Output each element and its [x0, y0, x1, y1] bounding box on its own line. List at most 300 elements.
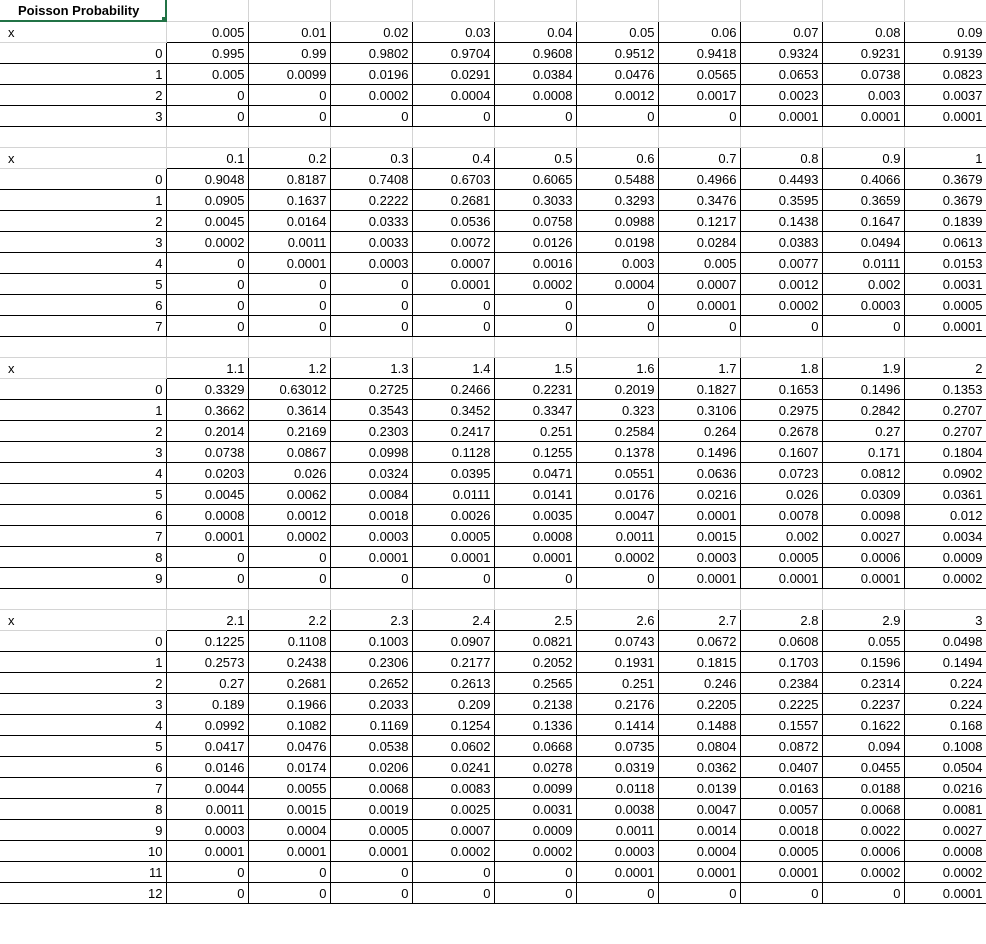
empty-cell[interactable] [248, 336, 330, 357]
lambda-header-cell[interactable]: 0.6 [576, 147, 658, 168]
probability-cell[interactable]: 0.0001 [904, 315, 986, 336]
lambda-header-cell[interactable]: 3 [904, 609, 986, 630]
probability-cell[interactable]: 0 [576, 567, 658, 588]
probability-cell[interactable]: 0.0823 [904, 63, 986, 84]
probability-cell[interactable]: 0.0001 [740, 567, 822, 588]
probability-cell[interactable]: 0.3679 [904, 189, 986, 210]
lambda-header-cell[interactable]: 2.6 [576, 609, 658, 630]
lambda-header-cell[interactable]: 2.3 [330, 609, 412, 630]
lambda-header-cell[interactable]: 2.1 [166, 609, 248, 630]
probability-cell[interactable]: 0.0002 [494, 840, 576, 861]
x-value-cell[interactable]: 6 [0, 756, 166, 777]
probability-cell[interactable]: 0.0216 [658, 483, 740, 504]
empty-cell[interactable] [248, 588, 330, 609]
empty-cell[interactable] [904, 588, 986, 609]
probability-cell[interactable]: 0.0738 [166, 441, 248, 462]
probability-cell[interactable]: 0.264 [658, 420, 740, 441]
probability-cell[interactable]: 0.0608 [740, 630, 822, 651]
probability-cell[interactable]: 0.0471 [494, 462, 576, 483]
probability-cell[interactable]: 0.0018 [330, 504, 412, 525]
probability-cell[interactable]: 0 [166, 861, 248, 882]
empty-cell[interactable] [822, 588, 904, 609]
empty-cell[interactable] [740, 588, 822, 609]
probability-cell[interactable]: 0.0333 [330, 210, 412, 231]
probability-cell[interactable]: 0.0003 [658, 546, 740, 567]
probability-cell[interactable]: 0.0008 [494, 525, 576, 546]
probability-cell[interactable]: 0.0998 [330, 441, 412, 462]
probability-cell[interactable]: 0.0504 [904, 756, 986, 777]
probability-cell[interactable]: 0.0002 [412, 840, 494, 861]
probability-cell[interactable]: 0.246 [658, 672, 740, 693]
probability-cell[interactable]: 0.0001 [166, 840, 248, 861]
x-value-cell[interactable]: 0 [0, 630, 166, 651]
probability-cell[interactable]: 0.0003 [166, 819, 248, 840]
probability-cell[interactable]: 0.005 [658, 252, 740, 273]
probability-cell[interactable]: 0 [576, 882, 658, 903]
x-value-cell[interactable]: 7 [0, 315, 166, 336]
probability-cell[interactable]: 0.0907 [412, 630, 494, 651]
probability-cell[interactable]: 0 [576, 294, 658, 315]
probability-cell[interactable]: 0.0494 [822, 231, 904, 252]
probability-cell[interactable]: 0.0743 [576, 630, 658, 651]
probability-cell[interactable]: 0.0383 [740, 231, 822, 252]
probability-cell[interactable]: 0 [412, 567, 494, 588]
lambda-header-cell[interactable]: 2.7 [658, 609, 740, 630]
probability-cell[interactable]: 0.0821 [494, 630, 576, 651]
probability-cell[interactable]: 0.0196 [330, 63, 412, 84]
probability-cell[interactable]: 0.1815 [658, 651, 740, 672]
probability-cell[interactable]: 0.0007 [412, 819, 494, 840]
probability-cell[interactable]: 0.8187 [248, 168, 330, 189]
probability-cell[interactable]: 0 [166, 882, 248, 903]
probability-cell[interactable]: 0.0188 [822, 777, 904, 798]
probability-cell[interactable]: 0.0476 [576, 63, 658, 84]
probability-cell[interactable]: 0 [248, 546, 330, 567]
probability-cell[interactable]: 0 [248, 105, 330, 126]
probability-cell[interactable]: 0 [576, 315, 658, 336]
probability-cell[interactable]: 0.1703 [740, 651, 822, 672]
probability-cell[interactable]: 0.224 [904, 672, 986, 693]
empty-cell[interactable] [822, 0, 904, 21]
probability-cell[interactable]: 0.055 [822, 630, 904, 651]
probability-cell[interactable]: 0 [248, 882, 330, 903]
probability-cell[interactable]: 0.0008 [494, 84, 576, 105]
probability-cell[interactable]: 0.0758 [494, 210, 576, 231]
probability-cell[interactable]: 0.0001 [166, 525, 248, 546]
empty-cell[interactable] [412, 588, 494, 609]
probability-cell[interactable]: 0.0099 [494, 777, 576, 798]
probability-cell[interactable]: 0 [166, 315, 248, 336]
probability-cell[interactable]: 0.2033 [330, 693, 412, 714]
probability-cell[interactable]: 0.2303 [330, 420, 412, 441]
probability-cell[interactable]: 0 [822, 315, 904, 336]
empty-cell[interactable] [740, 336, 822, 357]
probability-cell[interactable]: 0.002 [822, 273, 904, 294]
probability-cell[interactable]: 0 [658, 315, 740, 336]
probability-cell[interactable]: 0 [658, 105, 740, 126]
probability-cell[interactable]: 0.0006 [822, 840, 904, 861]
lambda-header-cell[interactable]: 0.2 [248, 147, 330, 168]
lambda-header-cell[interactable]: 1.1 [166, 357, 248, 378]
probability-cell[interactable]: 0.0003 [576, 840, 658, 861]
probability-cell[interactable]: 0.0001 [576, 861, 658, 882]
probability-cell[interactable]: 0.0033 [330, 231, 412, 252]
probability-cell[interactable]: 0 [330, 315, 412, 336]
probability-cell[interactable]: 0.251 [494, 420, 576, 441]
probability-cell[interactable]: 0.0011 [166, 798, 248, 819]
probability-cell[interactable]: 0.995 [166, 42, 248, 63]
probability-cell[interactable]: 0.0002 [904, 861, 986, 882]
x-value-cell[interactable]: 2 [0, 672, 166, 693]
empty-cell[interactable] [494, 0, 576, 21]
probability-cell[interactable]: 0 [248, 861, 330, 882]
probability-cell[interactable]: 0.2052 [494, 651, 576, 672]
probability-cell[interactable]: 0.0002 [904, 567, 986, 588]
probability-cell[interactable]: 0.3452 [412, 399, 494, 420]
probability-cell[interactable]: 0.0324 [330, 462, 412, 483]
empty-cell[interactable] [494, 588, 576, 609]
probability-cell[interactable]: 0.0007 [412, 252, 494, 273]
probability-cell[interactable]: 0 [166, 567, 248, 588]
empty-cell[interactable] [576, 588, 658, 609]
x-value-cell[interactable]: 1 [0, 63, 166, 84]
probability-cell[interactable]: 0.9608 [494, 42, 576, 63]
x-value-cell[interactable]: 0 [0, 42, 166, 63]
probability-cell[interactable]: 0.0001 [330, 546, 412, 567]
probability-cell[interactable]: 0.0867 [248, 441, 330, 462]
probability-cell[interactable]: 0.0001 [330, 840, 412, 861]
lambda-header-cell[interactable]: 1.6 [576, 357, 658, 378]
probability-cell[interactable]: 0.0735 [576, 735, 658, 756]
x-value-cell[interactable]: 6 [0, 294, 166, 315]
probability-cell[interactable]: 0.0047 [576, 504, 658, 525]
probability-cell[interactable]: 0.1494 [904, 651, 986, 672]
probability-cell[interactable]: 0.0002 [576, 546, 658, 567]
probability-cell[interactable]: 0.1353 [904, 378, 986, 399]
probability-cell[interactable]: 0 [412, 105, 494, 126]
empty-cell[interactable] [330, 336, 412, 357]
probability-cell[interactable]: 0.4966 [658, 168, 740, 189]
probability-cell[interactable]: 0.0001 [658, 567, 740, 588]
probability-cell[interactable]: 0.0203 [166, 462, 248, 483]
x-value-cell[interactable]: 5 [0, 735, 166, 756]
empty-cell[interactable] [330, 126, 412, 147]
lambda-header-cell[interactable]: 2.2 [248, 609, 330, 630]
probability-cell[interactable]: 0.1637 [248, 189, 330, 210]
lambda-header-cell[interactable]: 0.05 [576, 21, 658, 42]
probability-cell[interactable]: 0.27 [166, 672, 248, 693]
x-value-cell[interactable]: 1 [0, 189, 166, 210]
probability-cell[interactable]: 0.0002 [494, 273, 576, 294]
probability-cell[interactable]: 0.0005 [330, 819, 412, 840]
probability-cell[interactable]: 0.1966 [248, 693, 330, 714]
x-label-cell[interactable]: x [0, 357, 166, 378]
probability-cell[interactable]: 0 [658, 882, 740, 903]
probability-cell[interactable]: 0 [330, 567, 412, 588]
probability-cell[interactable]: 0 [740, 315, 822, 336]
lambda-header-cell[interactable]: 0.08 [822, 21, 904, 42]
probability-cell[interactable]: 0.0008 [904, 840, 986, 861]
x-value-cell[interactable]: 8 [0, 546, 166, 567]
probability-cell[interactable]: 0.189 [166, 693, 248, 714]
probability-cell[interactable]: 0.1438 [740, 210, 822, 231]
probability-cell[interactable]: 0.0037 [904, 84, 986, 105]
empty-cell[interactable] [658, 588, 740, 609]
empty-cell[interactable] [330, 0, 412, 21]
x-value-cell[interactable]: 7 [0, 777, 166, 798]
probability-cell[interactable]: 0.0031 [494, 798, 576, 819]
empty-cell[interactable] [494, 336, 576, 357]
empty-cell[interactable] [166, 0, 248, 21]
probability-cell[interactable]: 0.1496 [658, 441, 740, 462]
probability-cell[interactable]: 0.99 [248, 42, 330, 63]
x-value-cell[interactable]: 1 [0, 399, 166, 420]
probability-cell[interactable]: 0.0538 [330, 735, 412, 756]
lambda-header-cell[interactable]: 1 [904, 147, 986, 168]
probability-cell[interactable]: 0.0407 [740, 756, 822, 777]
probability-cell[interactable]: 0.2231 [494, 378, 576, 399]
probability-cell[interactable]: 0.0872 [740, 735, 822, 756]
probability-cell[interactable]: 0.3662 [166, 399, 248, 420]
probability-cell[interactable]: 0.3543 [330, 399, 412, 420]
probability-cell[interactable]: 0.1804 [904, 441, 986, 462]
lambda-header-cell[interactable]: 2.9 [822, 609, 904, 630]
probability-cell[interactable]: 0.0278 [494, 756, 576, 777]
probability-cell[interactable]: 0.2438 [248, 651, 330, 672]
probability-cell[interactable]: 0.1128 [412, 441, 494, 462]
probability-cell[interactable]: 0.2573 [166, 651, 248, 672]
probability-cell[interactable]: 0.0099 [248, 63, 330, 84]
probability-cell[interactable]: 0 [248, 273, 330, 294]
x-value-cell[interactable]: 2 [0, 84, 166, 105]
probability-cell[interactable]: 0.2613 [412, 672, 494, 693]
probability-cell[interactable]: 0 [412, 294, 494, 315]
probability-cell[interactable]: 0.0602 [412, 735, 494, 756]
probability-cell[interactable]: 0.0027 [904, 819, 986, 840]
probability-cell[interactable]: 0.9418 [658, 42, 740, 63]
probability-cell[interactable]: 0.0027 [822, 525, 904, 546]
probability-cell[interactable]: 0.0009 [494, 819, 576, 840]
probability-cell[interactable]: 0.0003 [330, 525, 412, 546]
probability-cell[interactable]: 0.209 [412, 693, 494, 714]
lambda-header-cell[interactable]: 1.8 [740, 357, 822, 378]
probability-cell[interactable]: 0.1217 [658, 210, 740, 231]
probability-cell[interactable]: 0.1488 [658, 714, 740, 735]
probability-cell[interactable]: 0.0206 [330, 756, 412, 777]
probability-cell[interactable]: 0.4066 [822, 168, 904, 189]
probability-cell[interactable]: 0.2466 [412, 378, 494, 399]
probability-cell[interactable]: 0.0005 [412, 525, 494, 546]
probability-cell[interactable]: 0.0216 [904, 777, 986, 798]
probability-cell[interactable]: 0 [822, 882, 904, 903]
probability-cell[interactable]: 0.0001 [412, 273, 494, 294]
probability-cell[interactable]: 0.2725 [330, 378, 412, 399]
probability-cell[interactable]: 0.0005 [904, 294, 986, 315]
lambda-header-cell[interactable]: 0.02 [330, 21, 412, 42]
probability-cell[interactable]: 0.0062 [248, 483, 330, 504]
probability-cell[interactable]: 0.0001 [904, 105, 986, 126]
probability-cell[interactable]: 0.0012 [248, 504, 330, 525]
probability-cell[interactable]: 0 [248, 315, 330, 336]
probability-cell[interactable]: 0.0011 [576, 525, 658, 546]
probability-cell[interactable]: 0 [330, 882, 412, 903]
probability-cell[interactable]: 0.0812 [822, 462, 904, 483]
probability-cell[interactable]: 0.026 [248, 462, 330, 483]
probability-cell[interactable]: 0.0002 [822, 861, 904, 882]
probability-cell[interactable]: 0.2014 [166, 420, 248, 441]
empty-cell[interactable] [658, 126, 740, 147]
probability-cell[interactable]: 0.002 [740, 525, 822, 546]
probability-cell[interactable]: 0.1108 [248, 630, 330, 651]
probability-cell[interactable]: 0 [330, 294, 412, 315]
probability-cell[interactable]: 0.0004 [576, 273, 658, 294]
probability-cell[interactable]: 0.0001 [658, 294, 740, 315]
probability-cell[interactable]: 0 [166, 294, 248, 315]
probability-cell[interactable]: 0.0319 [576, 756, 658, 777]
x-value-cell[interactable]: 3 [0, 693, 166, 714]
x-value-cell[interactable]: 3 [0, 441, 166, 462]
probability-cell[interactable]: 0.251 [576, 672, 658, 693]
probability-cell[interactable]: 0.0001 [248, 840, 330, 861]
empty-cell[interactable] [248, 0, 330, 21]
probability-cell[interactable]: 0.0536 [412, 210, 494, 231]
probability-cell[interactable]: 0.2169 [248, 420, 330, 441]
empty-cell[interactable] [494, 126, 576, 147]
lambda-header-cell[interactable]: 0.5 [494, 147, 576, 168]
probability-cell[interactable]: 0.0044 [166, 777, 248, 798]
probability-cell[interactable]: 0.0153 [904, 252, 986, 273]
probability-cell[interactable]: 0.2565 [494, 672, 576, 693]
probability-cell[interactable]: 0.1082 [248, 714, 330, 735]
probability-cell[interactable]: 0.9512 [576, 42, 658, 63]
probability-cell[interactable]: 0.2225 [740, 693, 822, 714]
probability-cell[interactable]: 0.0019 [330, 798, 412, 819]
probability-cell[interactable]: 0.0002 [330, 84, 412, 105]
probability-cell[interactable]: 0.9704 [412, 42, 494, 63]
x-value-cell[interactable]: 5 [0, 483, 166, 504]
probability-cell[interactable]: 0.0026 [412, 504, 494, 525]
probability-cell[interactable]: 0.0055 [248, 777, 330, 798]
probability-cell[interactable]: 0.0001 [822, 567, 904, 588]
probability-cell[interactable]: 0.0988 [576, 210, 658, 231]
probability-cell[interactable]: 0.3347 [494, 399, 576, 420]
probability-cell[interactable]: 0.0455 [822, 756, 904, 777]
probability-cell[interactable]: 0 [330, 105, 412, 126]
lambda-header-cell[interactable]: 0.03 [412, 21, 494, 42]
lambda-header-cell[interactable]: 1.5 [494, 357, 576, 378]
probability-cell[interactable]: 0 [330, 861, 412, 882]
probability-cell[interactable]: 0.27 [822, 420, 904, 441]
probability-cell[interactable]: 0.0001 [658, 861, 740, 882]
empty-cell[interactable] [822, 336, 904, 357]
probability-cell[interactable]: 0.0003 [822, 294, 904, 315]
probability-cell[interactable]: 0.0001 [822, 105, 904, 126]
probability-cell[interactable]: 0.0084 [330, 483, 412, 504]
probability-cell[interactable]: 0.0361 [904, 483, 986, 504]
x-value-cell[interactable]: 9 [0, 819, 166, 840]
probability-cell[interactable]: 0.1557 [740, 714, 822, 735]
lambda-header-cell[interactable]: 0.005 [166, 21, 248, 42]
probability-cell[interactable]: 0.0001 [658, 504, 740, 525]
probability-cell[interactable]: 0 [330, 273, 412, 294]
probability-cell[interactable]: 0.0025 [412, 798, 494, 819]
probability-cell[interactable]: 0.0068 [822, 798, 904, 819]
lambda-header-cell[interactable]: 1.3 [330, 357, 412, 378]
probability-cell[interactable]: 0.1596 [822, 651, 904, 672]
empty-cell[interactable] [248, 126, 330, 147]
lambda-header-cell[interactable]: 2.8 [740, 609, 822, 630]
probability-cell[interactable]: 0.3595 [740, 189, 822, 210]
lambda-header-cell[interactable]: 0.07 [740, 21, 822, 42]
probability-cell[interactable]: 0 [494, 567, 576, 588]
probability-cell[interactable]: 0.1653 [740, 378, 822, 399]
x-value-cell[interactable]: 5 [0, 273, 166, 294]
probability-cell[interactable]: 0.1622 [822, 714, 904, 735]
probability-cell[interactable]: 0.003 [576, 252, 658, 273]
probability-cell[interactable]: 0.1225 [166, 630, 248, 651]
probability-cell[interactable]: 0.1496 [822, 378, 904, 399]
x-value-cell[interactable]: 2 [0, 210, 166, 231]
probability-cell[interactable]: 0.1647 [822, 210, 904, 231]
probability-cell[interactable]: 0.0163 [740, 777, 822, 798]
probability-cell[interactable]: 0.0111 [822, 252, 904, 273]
probability-cell[interactable]: 0.3033 [494, 189, 576, 210]
probability-cell[interactable]: 0.0551 [576, 462, 658, 483]
probability-cell[interactable]: 0.6065 [494, 168, 576, 189]
empty-cell[interactable] [166, 588, 248, 609]
probability-cell[interactable]: 0 [248, 84, 330, 105]
x-value-cell[interactable]: 9 [0, 567, 166, 588]
probability-cell[interactable]: 0.0078 [740, 504, 822, 525]
empty-cell[interactable] [412, 126, 494, 147]
probability-cell[interactable]: 0 [166, 546, 248, 567]
probability-cell[interactable]: 0.9139 [904, 42, 986, 63]
lambda-header-cell[interactable]: 2.4 [412, 609, 494, 630]
probability-cell[interactable]: 0.0004 [658, 840, 740, 861]
lambda-header-cell[interactable]: 0.3 [330, 147, 412, 168]
probability-cell[interactable]: 0.012 [904, 504, 986, 525]
probability-cell[interactable]: 0.0016 [494, 252, 576, 273]
probability-cell[interactable]: 0 [494, 294, 576, 315]
empty-cell[interactable] [740, 126, 822, 147]
probability-cell[interactable]: 0.0291 [412, 63, 494, 84]
probability-cell[interactable]: 0.0992 [166, 714, 248, 735]
probability-cell[interactable]: 0.1378 [576, 441, 658, 462]
probability-cell[interactable]: 0.1169 [330, 714, 412, 735]
probability-cell[interactable]: 0.7408 [330, 168, 412, 189]
probability-cell[interactable]: 0.1254 [412, 714, 494, 735]
fill-handle[interactable] [161, 16, 166, 21]
probability-cell[interactable]: 0.094 [822, 735, 904, 756]
probability-cell[interactable]: 0.026 [740, 483, 822, 504]
probability-cell[interactable]: 0.1607 [740, 441, 822, 462]
lambda-header-cell[interactable]: 1.4 [412, 357, 494, 378]
probability-cell[interactable]: 0.3293 [576, 189, 658, 210]
probability-cell[interactable]: 0.4493 [740, 168, 822, 189]
probability-cell[interactable]: 0.0005 [740, 546, 822, 567]
probability-cell[interactable]: 0.0015 [248, 798, 330, 819]
probability-cell[interactable]: 0.0672 [658, 630, 740, 651]
probability-cell[interactable]: 0.0565 [658, 63, 740, 84]
probability-cell[interactable]: 0.0012 [740, 273, 822, 294]
probability-cell[interactable]: 0.0008 [166, 504, 248, 525]
x-value-cell[interactable]: 2 [0, 420, 166, 441]
x-value-cell[interactable]: 6 [0, 504, 166, 525]
probability-cell[interactable]: 0.2681 [248, 672, 330, 693]
probability-cell[interactable]: 0.0111 [412, 483, 494, 504]
probability-cell[interactable]: 0.2138 [494, 693, 576, 714]
probability-cell[interactable]: 0.0141 [494, 483, 576, 504]
